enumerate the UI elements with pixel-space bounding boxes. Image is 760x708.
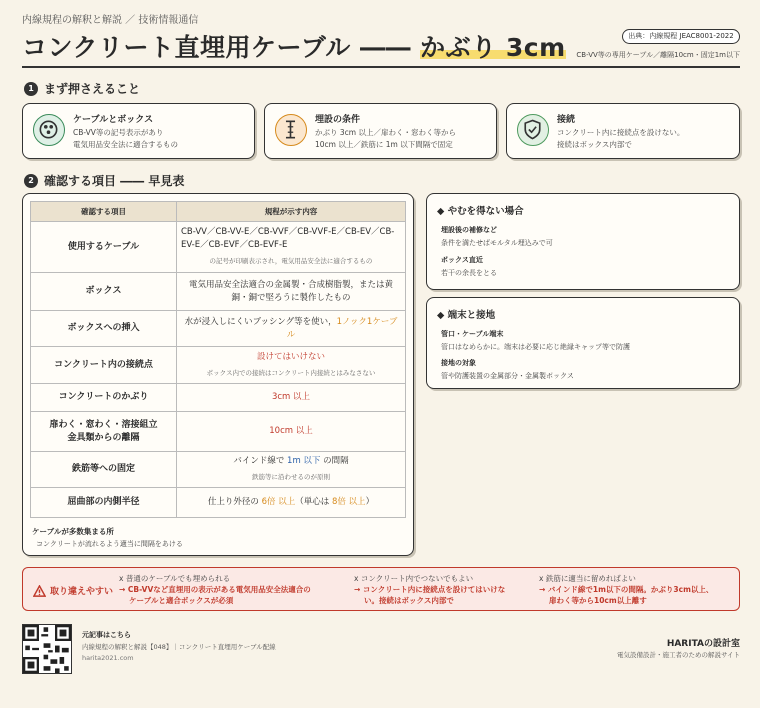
row-content: 10cm 以上 xyxy=(177,412,406,452)
row-item: 扉わく・窓わく・溶接組立 金具類からの離隔 xyxy=(31,412,177,452)
row-item: 使用するケーブル xyxy=(31,222,177,273)
shield-check-icon xyxy=(517,114,549,146)
row-content: バインド線で 1m 以下 の間隔 鉄筋等に沿わせるのが原則 xyxy=(177,452,406,488)
side-item-label: 埋設後の補修など xyxy=(441,226,497,234)
row-item: 鉄筋等への固定 xyxy=(31,452,177,488)
title-highlight: かぶり 3cm xyxy=(420,33,566,62)
card-cable-box xyxy=(22,103,255,159)
brand-tagline: 電気設備設計・施工者のための解説サイト xyxy=(616,651,740,659)
page-title: コンクリート直埋用ケーブル ―― かぶり 3cm xyxy=(22,33,566,62)
side-item-label: 接地の対象 xyxy=(441,359,476,367)
row-content: 設けてはいけない ボックス内での接続はコンクリート内接続とはみなさない xyxy=(177,347,406,384)
misconception-item: x 鉄筋に適当に留めればよい → バインド線で1m以下の間隔。かぶり3cm以上、 扉わく等から10cm以上離す xyxy=(539,574,714,605)
table-note-title: ケーブルが多数集まる所 xyxy=(32,527,114,536)
table-row xyxy=(31,273,406,311)
card-text: かぶり 3cm 以上／扉わく・窓わく等から 10cm 以上／鉄筋に 1m 以下間隔で固定 xyxy=(315,128,456,149)
side-item-label: 管口・ケーブル端末 xyxy=(441,330,504,338)
section2-heading xyxy=(24,172,184,189)
footer-url[interactable]: harita2021.com xyxy=(82,654,134,662)
table-row xyxy=(31,222,406,273)
row-item: コンクリート内の接続点 xyxy=(31,347,177,384)
title-note: CB-VV等の専用ケーブル／離隔10cm・固定1m以下 xyxy=(576,51,740,59)
row-item: ボックス xyxy=(31,273,177,311)
side-item-text: 若干の余長をとる xyxy=(441,269,497,277)
quick-reference-table xyxy=(30,201,406,518)
section1-title: まず押さえること xyxy=(44,82,141,96)
table-row xyxy=(31,412,406,452)
table-row xyxy=(31,452,406,488)
card-burial-conditions xyxy=(264,103,497,159)
table-note-text: コンクリートが流れるよう適当に間隔をあける xyxy=(36,540,183,548)
row-content: 仕上り外径の 6倍 以上（単心は 8倍 以上） xyxy=(177,488,406,518)
misconception-item: x コンクリート内でつないでもよい → コンクリート内に接続点を設けてはいけな い。接続はボックス内部で xyxy=(354,574,506,605)
card-title: 埋設の条件 xyxy=(315,115,361,125)
brand-name: HARITAの設計室 xyxy=(666,639,740,649)
ruler-icon xyxy=(275,114,307,146)
row-item: 屈曲部の内側半径 xyxy=(31,488,177,518)
table-header-row xyxy=(31,202,406,222)
card-connection xyxy=(506,103,740,159)
section1-heading xyxy=(24,80,140,97)
side-panel-title: ◆ やむを得ない場合 xyxy=(437,206,524,217)
side-panel-title: ◆ 端末と接地 xyxy=(437,310,496,321)
qr-code[interactable] xyxy=(22,624,72,674)
side-item-label: ボックス直近 xyxy=(441,256,483,264)
row-content: 水が浸入しにくいブッシング等を使い，1ノック1ケーブル xyxy=(177,311,406,347)
side-item-text: 管口はなめらかに。端末は必要に応じ絶縁キャップ等で防護 xyxy=(441,343,630,351)
row-content: 3cm 以上 xyxy=(177,384,406,412)
side-item-text: 条件を満たせばモルタル埋込みで可 xyxy=(441,239,553,247)
side-item-text: 管や防護装置の金属部分・金属製ボックス xyxy=(441,372,574,380)
card-text: コンクリート内に接続点を設けない。 接続はボックス内部で xyxy=(557,128,685,149)
row-item: ボックスへの挿入 xyxy=(31,311,177,347)
header-divider xyxy=(22,66,740,68)
header-subtitle: 内線規程の解釈と解説 ／ 技術情報通信 xyxy=(22,15,199,26)
table-row xyxy=(31,384,406,412)
table-row xyxy=(31,347,406,384)
column-header: 確認する項目 xyxy=(31,202,177,222)
row-item: コンクリートのかぶり xyxy=(31,384,177,412)
section2-title: 確認する項目 ―― 早見表 xyxy=(44,174,185,188)
misconceptions-banner xyxy=(22,567,740,611)
source-badge: 出典：内線規程 JEAC8001-2022 xyxy=(622,29,740,44)
card-text: CB-VV等の記号表示があり 電気用品安全法に適合するもの xyxy=(73,128,178,149)
row-content: CB-VV／CB-VV-E／CB-VVF／CB-VVF-E／CB-EV／CB-EV-E／CB-EVF／CB-EVF-E の記号が印刷表示され，電気用品安全法に適合するもの xyxy=(177,222,406,273)
misconception-item: x 普通のケーブルでも埋められる → CB-VVなど直埋用の表示がある電気用品安全法適合の ケーブルと適合ボックスが必須 xyxy=(119,574,311,605)
card-title: ケーブルとボックス xyxy=(73,115,154,125)
footer-label: 元記事はこちら xyxy=(82,631,131,639)
footer-article-link[interactable]: 内線規程の解釈と解説【048】｜コンクリート直埋用ケーブル配線 xyxy=(82,643,276,651)
cable-icon xyxy=(33,114,65,146)
table-row xyxy=(31,488,406,518)
row-content: 電気用品安全法適合の金属製・合成樹脂製，または黄銅・銅で堅ろうに製作したもの xyxy=(177,273,406,311)
section1-number: 1 xyxy=(24,82,38,96)
table-row xyxy=(31,311,406,347)
column-header: 規程が示す内容 xyxy=(177,202,406,222)
section2-number: 2 xyxy=(24,174,38,188)
warning-icon xyxy=(33,585,46,597)
side-panel-terminal-grounding xyxy=(426,297,740,389)
side-panel-unavoidable xyxy=(426,193,740,290)
misconceptions-label: 取り違えやすい xyxy=(33,584,113,597)
card-title: 接続 xyxy=(557,115,576,125)
